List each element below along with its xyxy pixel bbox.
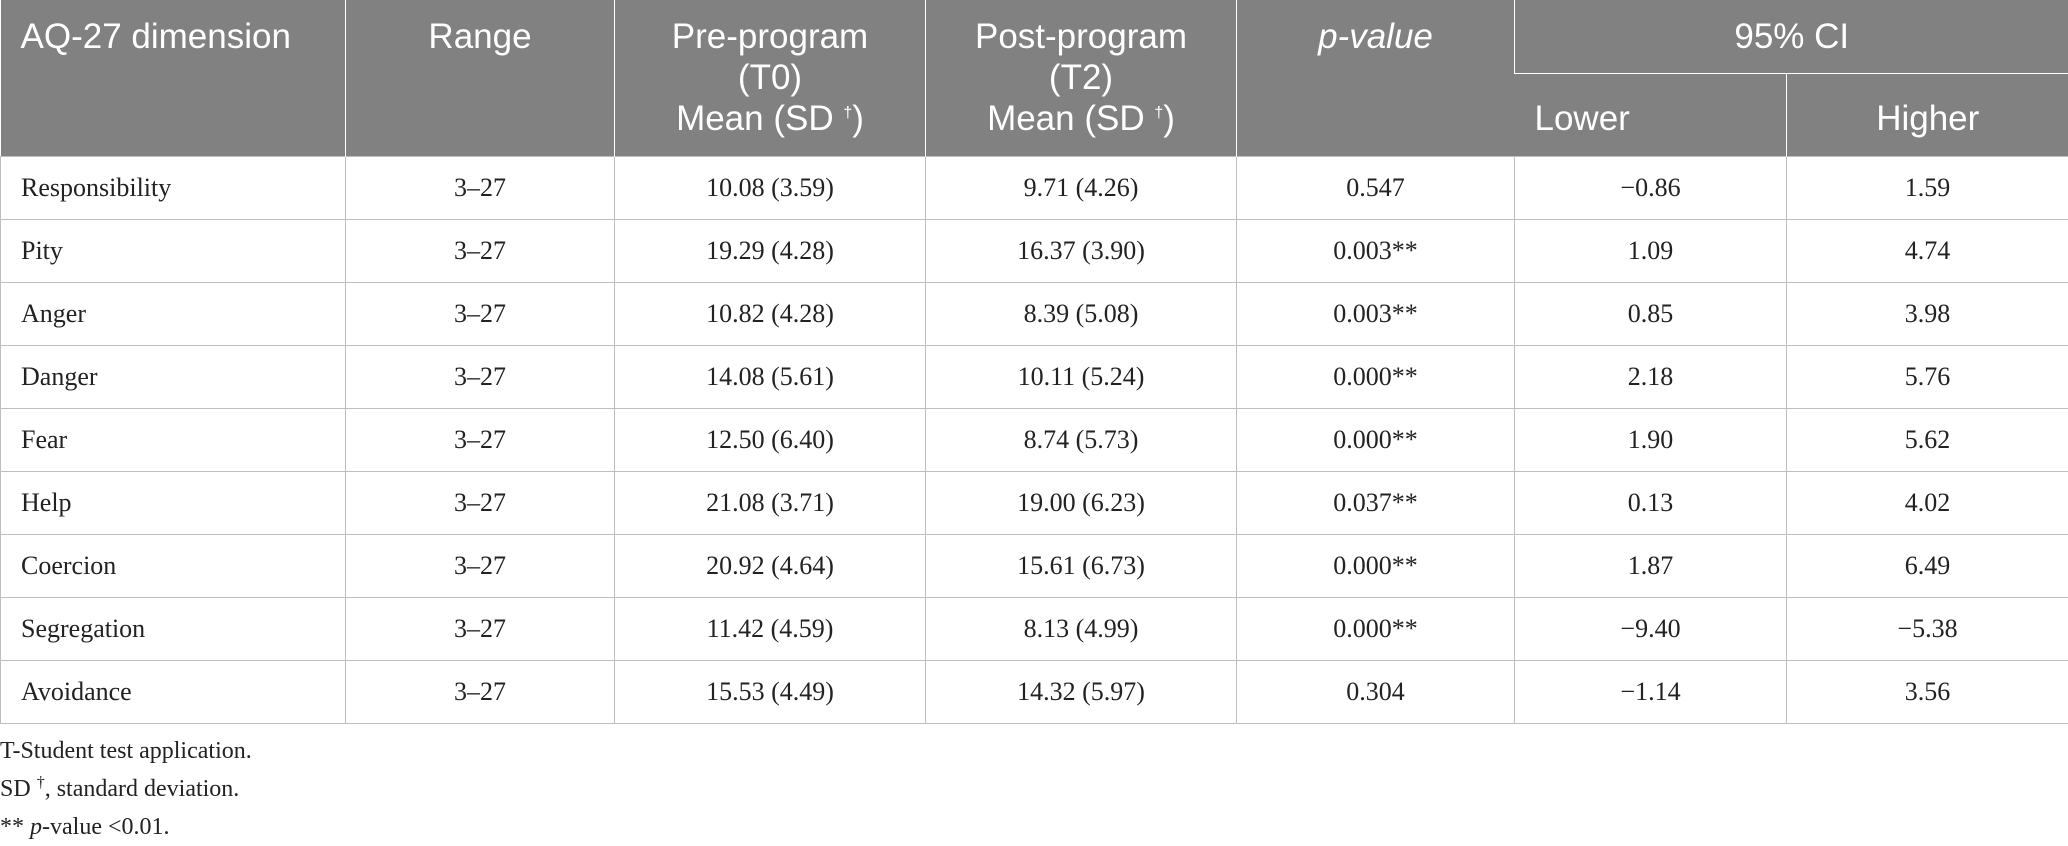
cell-ci-lower: −0.86 [1515,156,1787,219]
header-range: Range [346,0,615,156]
footnote-sd [0,770,2068,808]
cell-dimension: Pity [1,219,346,282]
footnote-pvalue [0,808,2068,846]
cell-ci-higher: 6.49 [1787,534,2068,597]
header-pre-mean-sd: Mean (SD [676,99,834,138]
cell-ci-lower: −1.14 [1515,660,1787,723]
cell-p-value: 0.000** [1237,534,1515,597]
header-p-value: p-value [1237,0,1515,156]
cell-dimension: Responsibility [1,156,346,219]
header-pre-line3 [615,98,925,139]
cell-ci-higher: 1.59 [1787,156,2068,219]
header-post-line1: Post-program [926,16,1236,57]
cell-post-program: 10.11 (5.24) [926,345,1237,408]
cell-dimension: Coercion [1,534,346,597]
header-pre-line1: Pre-program [615,16,925,57]
cell-range: 3–27 [346,345,615,408]
cell-pre-program: 14.08 (5.61) [615,345,926,408]
table-footnotes [0,732,2068,846]
cell-ci-lower: 2.18 [1515,345,1787,408]
cell-dimension: Danger [1,345,346,408]
cell-p-value: 0.304 [1237,660,1515,723]
header-post-close: ) [1163,99,1175,138]
cell-dimension: Avoidance [1,660,346,723]
cell-post-program: 8.39 (5.08) [926,282,1237,345]
header-ci-lower: Lower [1515,73,1787,156]
table-header [1,0,2068,156]
footnote-sd-prefix: SD [0,776,37,802]
cell-range: 3–27 [346,660,615,723]
cell-post-program: 16.37 (3.90) [926,219,1237,282]
cell-dimension: Fear [1,408,346,471]
header-ci-higher: Higher [1787,73,2068,156]
cell-range: 3–27 [346,534,615,597]
header-95-ci: 95% CI [1515,0,2068,73]
cell-range: 3–27 [346,408,615,471]
header-dimension: AQ-27 dimension [1,0,346,156]
cell-dimension: Anger [1,282,346,345]
header-post-line2: (T2) [926,57,1236,98]
table-row [1,219,2068,282]
cell-ci-higher: −5.38 [1787,597,2068,660]
cell-range: 3–27 [346,156,615,219]
footnote-test: T-Student test application. [0,732,2068,770]
cell-post-program: 14.32 (5.97) [926,660,1237,723]
cell-p-value: 0.003** [1237,282,1515,345]
cell-dimension: Help [1,471,346,534]
cell-pre-program: 11.42 (4.59) [615,597,926,660]
cell-p-value: 0.000** [1237,345,1515,408]
cell-ci-higher: 5.62 [1787,408,2068,471]
header-pre-line2: (T0) [615,57,925,98]
header-pre-dagger: † [843,104,852,121]
header-post-mean-sd: Mean (SD [987,99,1145,138]
header-pre-program [615,0,926,156]
table-row [1,534,2068,597]
cell-post-program: 8.74 (5.73) [926,408,1237,471]
cell-range: 3–27 [346,219,615,282]
footnote-p-suffix: -value <0.01. [42,814,170,840]
cell-pre-program: 10.08 (3.59) [615,156,926,219]
header-post-line3 [926,98,1236,139]
header-post-program [926,0,1237,156]
cell-post-program: 8.13 (4.99) [926,597,1237,660]
table-row [1,408,2068,471]
table-row [1,597,2068,660]
cell-pre-program: 19.29 (4.28) [615,219,926,282]
footnote-sd-suffix: , standard deviation. [45,776,240,802]
cell-pre-program: 21.08 (3.71) [615,471,926,534]
cell-ci-lower: 1.87 [1515,534,1787,597]
cell-pre-program: 20.92 (4.64) [615,534,926,597]
cell-p-value: 0.003** [1237,219,1515,282]
table-row [1,345,2068,408]
cell-ci-lower: −9.40 [1515,597,1787,660]
cell-pre-program: 15.53 (4.49) [615,660,926,723]
table-row [1,471,2068,534]
cell-range: 3–27 [346,471,615,534]
cell-range: 3–27 [346,597,615,660]
header-pre-close: ) [852,99,864,138]
cell-range: 3–27 [346,282,615,345]
cell-ci-lower: 0.13 [1515,471,1787,534]
footnote-sd-dagger: † [37,774,45,791]
cell-post-program: 15.61 (6.73) [926,534,1237,597]
table-body [1,156,2068,723]
table-row [1,660,2068,723]
table-row [1,156,2068,219]
cell-ci-lower: 0.85 [1515,282,1787,345]
cell-pre-program: 12.50 (6.40) [615,408,926,471]
cell-ci-higher: 5.76 [1787,345,2068,408]
cell-ci-lower: 1.90 [1515,408,1787,471]
cell-p-value: 0.000** [1237,408,1515,471]
cell-post-program: 9.71 (4.26) [926,156,1237,219]
table-row [1,282,2068,345]
cell-ci-higher: 4.02 [1787,471,2068,534]
cell-ci-higher: 3.98 [1787,282,2068,345]
cell-p-value: 0.037** [1237,471,1515,534]
cell-ci-higher: 4.74 [1787,219,2068,282]
cell-p-value: 0.547 [1237,156,1515,219]
cell-post-program: 19.00 (6.23) [926,471,1237,534]
footnote-p-prefix: ** [0,814,30,840]
cell-ci-lower: 1.09 [1515,219,1787,282]
cell-pre-program: 10.82 (4.28) [615,282,926,345]
header-post-dagger: † [1154,104,1163,121]
cell-p-value: 0.000** [1237,597,1515,660]
cell-dimension: Segregation [1,597,346,660]
footnote-p-italic: p [30,814,42,840]
cell-ci-higher: 3.56 [1787,660,2068,723]
